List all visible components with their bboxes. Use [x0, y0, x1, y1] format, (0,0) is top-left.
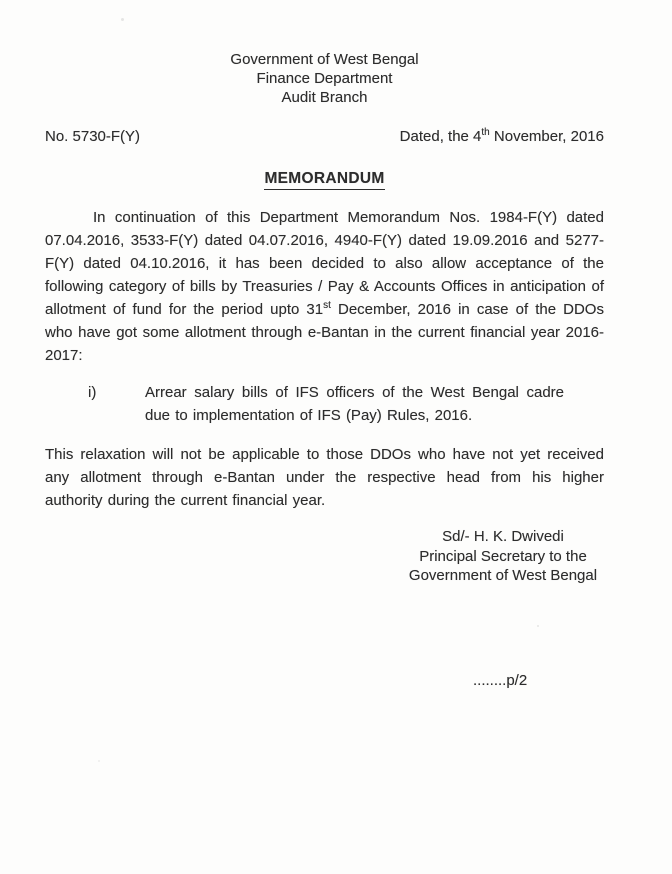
list-item-marker: i): [88, 384, 97, 401]
scan-speck: [121, 18, 124, 21]
signature-name: Sd/- H. K. Dwivedi: [442, 528, 564, 545]
title-row: [45, 170, 604, 190]
letterhead-branch: Audit Branch: [281, 89, 368, 106]
memo-title: MEMORANDUM: [264, 170, 384, 190]
signature-designation-line1: Principal Secretary to the: [419, 547, 587, 565]
page-continuation-row: [45, 672, 604, 689]
memo-paragraph-1-text: In continuation of this Department Memorandum Nos. 1984-F(Y) dated 07.04.2016, 3533-F(Y) dated 04.07.2016, 4940-F(Y) dated 19.09.2016 and 5277-F(Y) dated 04.10.2016, it has been decided to also allow acceptance of the following category of bills by Treasuries / Pay & Accounts Offices in anticipation of allotment of fund for the period upto 31: [45, 209, 604, 318]
scan-speck: [560, 140, 562, 142]
memo-date-suffix: November, 2016: [489, 128, 604, 145]
letterhead-government: Government of West Bengal: [230, 51, 419, 68]
signature-block: [377, 527, 629, 586]
list-item-text: Arrear salary bills of IFS officers of the West Bengal cadre due to implementation of IFS (Pay) Rules, 2016.: [145, 384, 564, 424]
memo-date-prefix: Dated, the 4: [399, 128, 482, 145]
memo-date: [400, 127, 604, 146]
memo-paragraph-1-ordinal: st: [323, 300, 331, 311]
memo-paragraph-1-text-cont: December, 2016 in case of the DDOs who have got some allotment through e-Bantan in the current financial year 2016-2017:: [45, 301, 604, 364]
scan-speck: [537, 625, 539, 627]
memo-list-item: [45, 381, 604, 427]
memo-date-ordinal: th: [481, 127, 490, 138]
letterhead: [45, 50, 604, 107]
memo-number: No. 5730-F(Y): [45, 128, 141, 145]
memo-paragraph-1: [45, 206, 604, 367]
memo-paragraph-2: This relaxation will not be applicable to those DDOs who have not yet received any allotment through e-Bantan under the respective head from his higher authority during the current financial year.: [45, 446, 604, 509]
scan-speck: [98, 760, 100, 762]
signature-designation-line2: Government of West Bengal: [408, 567, 598, 584]
letterhead-department: Finance Department: [256, 70, 393, 87]
page-continuation-marker: ........p/2: [473, 671, 528, 689]
reference-row: [45, 127, 604, 146]
